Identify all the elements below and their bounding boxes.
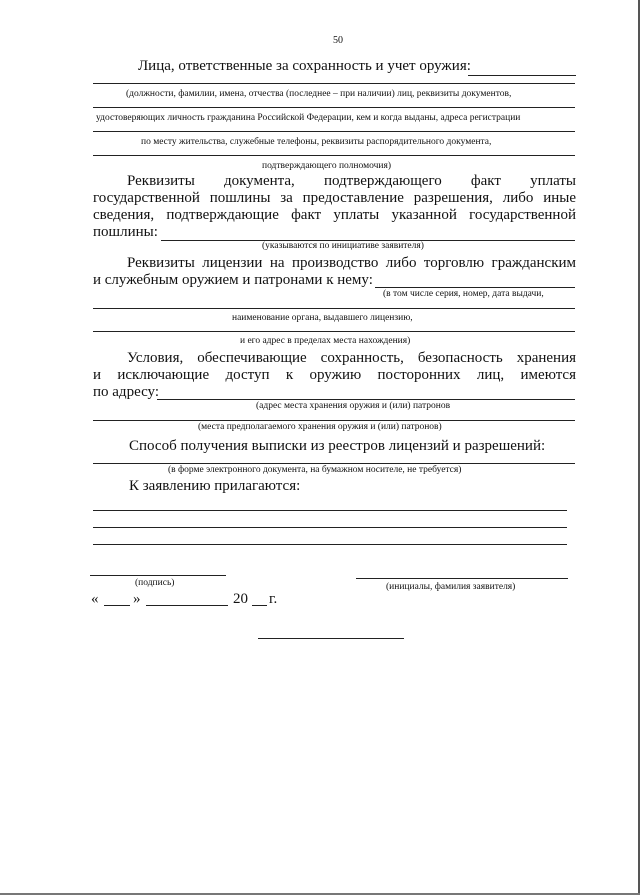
extract-method-hint: (в форме электронного документа, на бумажном носителе, не требуется) (168, 465, 462, 475)
extract-method-label: Способ получения выписки из реестров лицензий и разрешений: (129, 438, 546, 454)
responsible-persons-line-4 (93, 131, 575, 132)
license-line-b (93, 308, 575, 309)
storage-line-2: и исключающие доступ к оружию посторонних лиц, имеются (93, 367, 576, 383)
page-number: 50 (333, 35, 343, 46)
storage-line (157, 399, 575, 400)
attachments-line-3 (93, 544, 567, 545)
responsible-persons-label: Лица, ответственные за сохранность и учет оружия: (138, 58, 471, 74)
license-line-1: Реквизиты лицензии на производство либо торговлю гражданским (127, 255, 576, 271)
license-line-c (93, 331, 575, 332)
fee-payment-hint: (указываются по инициативе заявителя) (262, 241, 424, 251)
date-month-line (146, 605, 228, 606)
date-year-line (252, 605, 267, 606)
responsible-persons-hint-2: удостоверяющих личность гражданина Российской Федерации, кем и когда выданы, адреса регистрации (96, 113, 521, 123)
responsible-persons-hint-4: подтверждающего полномочия) (262, 161, 391, 171)
date-day-line (104, 605, 130, 606)
license-line-2: и служебным оружием и патронами к нему: (93, 272, 373, 288)
date-close-quote: » (133, 591, 141, 607)
storage-hint-1: (адрес места хранения оружия и (или) патронов (256, 401, 451, 411)
responsible-persons-hint-1: (должности, фамилии, имена, отчества (последнее – при наличии) лиц, реквизиты документов, (126, 89, 512, 99)
initials-line (356, 578, 568, 579)
date-year-suffix: г. (269, 591, 278, 607)
fee-payment-line-4: пошлины: (93, 224, 158, 240)
storage-hint-2: (места предполагаемого хранения оружия и (или) патронов) (198, 422, 442, 432)
responsible-persons-hint-3: по месту жительства, служебные телефоны, реквизиты распорядительного документа, (141, 137, 492, 147)
attachments-label: К заявлению прилагаются: (129, 478, 301, 494)
license-hint-3: и его адрес в пределах места нахождения) (240, 336, 411, 346)
attachments-line-2 (93, 527, 567, 528)
bottom-separator-line (258, 638, 404, 639)
responsible-persons-line (468, 75, 576, 76)
storage-line-3: по адресу: (93, 384, 160, 400)
storage-line-b (93, 420, 575, 421)
fee-payment-line-2: государственной пошлины за предоставление разрешения, либо иные (93, 190, 576, 206)
signature-hint: (подпись) (135, 578, 175, 588)
extract-method-line (93, 463, 575, 464)
attachments-line-1 (93, 510, 567, 511)
responsible-persons-line-2 (93, 83, 575, 84)
fee-payment-line-1: Реквизиты документа, подтверждающего факт уплаты (127, 173, 576, 189)
signature-line (90, 575, 226, 576)
license-line-a (375, 287, 575, 288)
responsible-persons-line-5 (93, 155, 575, 156)
responsible-persons-line-3 (93, 107, 575, 108)
fee-payment-line-3: сведения, подтверждающие факт уплаты указанной государственной (93, 207, 576, 223)
license-hint-2: наименование органа, выдавшего лицензию, (232, 313, 413, 323)
date-year-prefix: 20 (233, 591, 248, 607)
initials-hint: (инициалы, фамилия заявителя) (386, 582, 516, 592)
storage-line-1: Условия, обеспечивающие сохранность, безопасность хранения (127, 350, 576, 366)
license-hint-1: (в том числе серия, номер, дата выдачи, (383, 289, 544, 299)
date-open-quote: « (91, 591, 99, 607)
